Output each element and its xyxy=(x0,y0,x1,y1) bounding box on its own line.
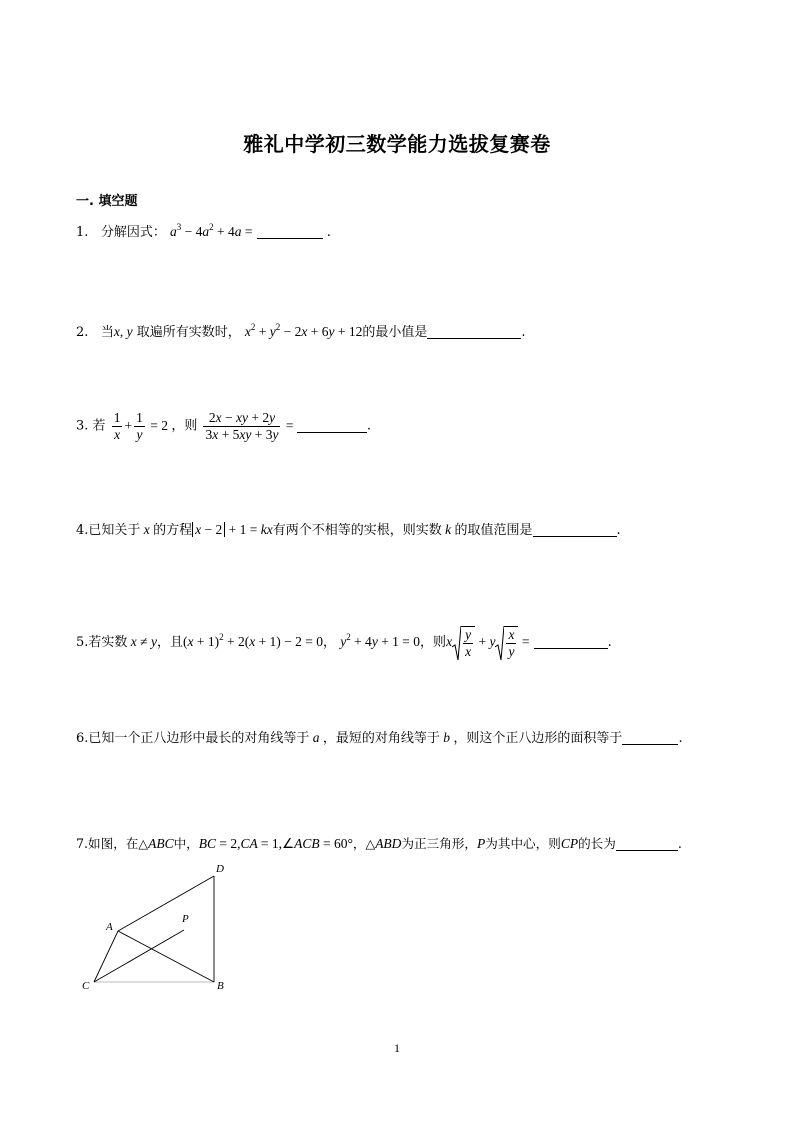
answer-blank[interactable] xyxy=(297,418,367,433)
segment-AB xyxy=(118,931,214,982)
question-text: 分解因式： xyxy=(100,225,166,240)
page-title: 雅礼中学初三数学能力选拔复赛卷 xyxy=(243,132,551,156)
answer-blank[interactable] xyxy=(622,730,678,745)
math-expression: $x^2 + y^2 - 2x + 6y + 12$ xyxy=(244,322,363,339)
page-number: 1 xyxy=(394,1041,400,1055)
segment-AD xyxy=(118,876,214,931)
segment-CP xyxy=(94,930,184,982)
math-expression: $(x + 1)^2 + 2(x + 1) - 2 = 0$ xyxy=(182,632,324,650)
math-expression: BC = 2,CA = 1,∠ACB = 60° xyxy=(198,836,353,851)
question-7: 7.如图，在△ABC中，BC = 2,CA = 1,∠ACB = 60°，△ABD为正三角形，P为其中心，则CP的长为 . xyxy=(76,836,682,851)
segment-CA xyxy=(94,931,118,982)
question-number: 3. xyxy=(76,418,89,434)
geometry-figure xyxy=(76,858,246,998)
question-3: 3. 若 $\frac{1}{x}$ + $\frac{1}{y}$ = 2 ，则 $\frac{2x - xy + 2y}{3x + 5xy + 3y}$ = . xyxy=(76,410,371,442)
answer-blank[interactable] xyxy=(533,522,617,537)
answer-blank[interactable] xyxy=(616,836,678,851)
math-expression: $y^2 + 4y + 1 = 0$ xyxy=(340,632,421,650)
question-1: 1. 分解因式： $a^3 - 4a^2 + 4a$ = . xyxy=(76,222,331,240)
answer-blank[interactable] xyxy=(257,224,323,239)
question-4: 4.已知关于 x 的方程 x − 2 + 1 = kx有两个不相等的实根，则实数 k 的取值范围是 . xyxy=(76,522,621,538)
math-expression: x, y xyxy=(113,324,133,339)
label-D: D xyxy=(216,863,224,875)
label-B: B xyxy=(217,980,224,992)
math-expression: $a^3 - 4a^2 + 4a$ = xyxy=(169,222,253,239)
label-A: A xyxy=(106,921,113,933)
answer-blank[interactable] xyxy=(534,634,608,649)
question-2: 2. 当x, y 取遍所有实数时， $x^2 + y^2 - 2x + 6y + 12$的最小值是 . xyxy=(76,322,526,340)
answer-blank[interactable] xyxy=(427,324,521,339)
math-expression: x − 2 + 1 = kx xyxy=(192,522,273,537)
question-number: 1. xyxy=(76,225,89,240)
label-P: P xyxy=(182,913,189,925)
math-expression: $\frac{1}{x}$ + $\frac{1}{y}$ = 2 xyxy=(113,410,168,442)
question-number: 2. xyxy=(76,325,89,340)
section-heading: 一. 填空题 xyxy=(76,194,138,209)
question-5: 5.若实数 x ≠ y，且$(x + 1)^2 + 2(x + 1) - 2 = 0$， $y^2 + 4y + 1 = 0$，则x $\frac{y}{x}$ + y $\frac{x}{y}$ = . xyxy=(76,627,612,659)
question-6: 6.已知一个正八边形中最长的对角线等于 a ，最短的对角线等于 b ，则这个正八边形的面积等于 . xyxy=(76,730,683,746)
label-C: C xyxy=(82,980,90,992)
math-expression: $\frac{2x - xy + 2y}{3x + 5xy + 3y}$ = xyxy=(205,410,294,442)
math-expression: x $\frac{y}{x}$ + y $\frac{x}{y}$ = xyxy=(446,627,530,659)
math-expression: x ≠ y xyxy=(127,634,157,650)
